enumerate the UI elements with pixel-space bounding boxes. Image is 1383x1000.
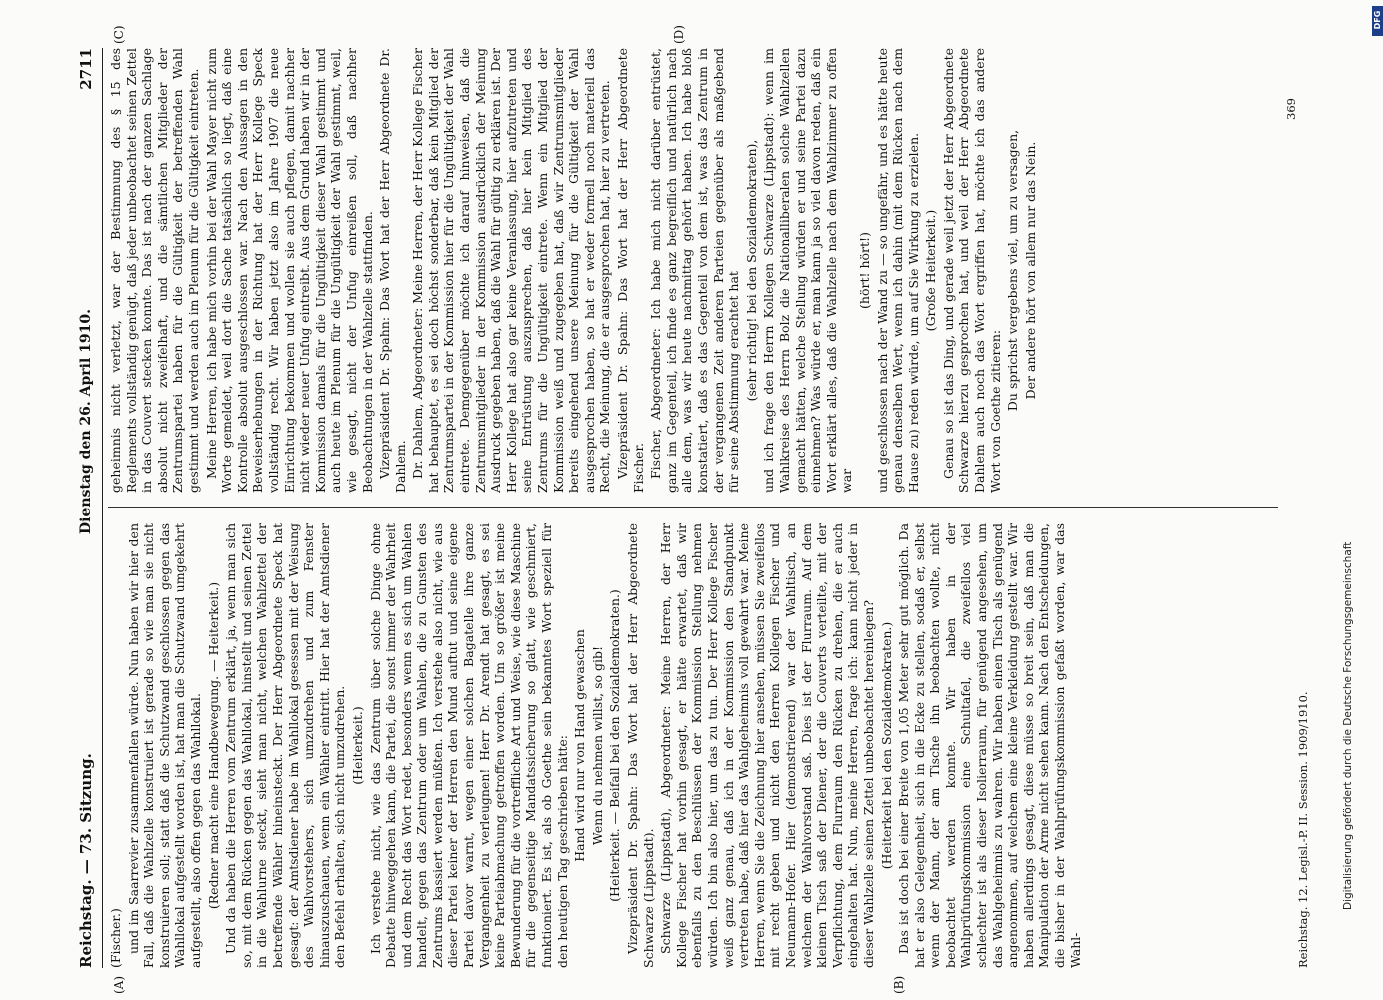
- paragraph: geheimnis nicht verletzt, war der Bestimmung des § 15 des Reglements vollständig genügt, daß jeder unbeobachtet seinen Zettel in das Couvert stecken konnte. Das ist nach der ganzen Sachlage absolut nicht zweifelhaft, und die sämtlichen Mitglieder der Zentrumspartei haben für die Gültigkeit der betreffenden Wahl gestimmt und werden auch im Plenum für die Gültigkeit eintreten.: [108, 48, 201, 493]
- margin-marker-d: (D): [672, 25, 686, 44]
- speaker-announcement: Vizepräsident Dr. Spahn: Das Wort hat der Herr Abgeordnete Schwarze (Lippstadt).: [625, 523, 656, 968]
- paragraph: (Fischer.): [108, 908, 123, 968]
- quote-line: Du sprichst vergebens viel, um zu versagen,: [1005, 129, 1021, 412]
- dfg-logo-badge: [1372, 6, 1383, 36]
- paragraph: und ich frage den Herrn Kollegen Schwarze (Lippstadt): wenn im Wahlkreise des Herrn Bolz die Nationalliberalen solche Wahlzellen gemacht hätten, welche Stellung würden er und seine Partei dazu einnehmen? Was würde er, man kann ja so viel davon reden, daß ein Wort erklärt alles, daß die Wahlzelle nach dem Wahlzimmer zu offen war: [761, 48, 855, 493]
- speaker-announcement: Vizepräsident Dr. Spahn: Das Wort hat der Herr Abgeordnete Dr. Dahlem.: [377, 48, 408, 493]
- quote-line: Wenn du nehmen willst, so gib!: [589, 645, 605, 846]
- digitization-credit-text: Digitalisierung gefördert durch die Deutsche Forschungsgemeinschaft: [1342, 541, 1354, 910]
- margin-marker-c: (C): [112, 25, 126, 44]
- digitization-credit: [1342, 40, 1362, 910]
- interjection: (sehr richtig! bei den Sozialdemokraten),: [743, 139, 759, 402]
- paragraph: Und da haben die Herren vom Zentrum erklärt, ja, wenn man sich so, mit dem Rücken gegen das Wahllokal, hinstellt und seinen Zettel in die Wahlurne steckt, sieht man nicht, welchen Wahlzettel der betreffende Wähler hineinsteckt. Der Herr Abgeordnete Speck hat gesagt: der Amtsdiener habe im Wahllokal gesessen mit der Weisung des Wahlvorstehers, sich umzudrehen und zum Fenster hinauszuschauen, wenn ein Wähler eintritt. Hier hat der Amtsdiener den Befehl erhalten, sich nicht umzudrehen.: [223, 523, 348, 968]
- paragraph: Fischer, Abgeordneter: Ich habe mich nicht darüber entrüstet, ganz im Gegenteil, ich finde es ganz begreiflich und natürlich nach alle dem, was wir heute nachmittag gehört haben. Ich habe bloß konstatiert, daß es das Gegenteil von dem ist, was das Zentrum in der vergangenen Zeit anderen Parteien gegenüber als maßgebend für seine Abstimmung erachtet hat: [648, 48, 742, 493]
- interjection: (Große Heiterkeit.): [923, 209, 939, 332]
- margin-marker-a: (A): [112, 975, 126, 994]
- paragraph: Genau so ist das Ding, und gerade weil jetzt der Herr Abgeordnete Schwarze hierzu gesprochen hat, und weil der Herr Abgeordnete Dahlem auch noch das Wort ergriffen hat, möchte ich das andere Wort von Goethe zitieren:: [940, 48, 1003, 493]
- column-divider: [108, 507, 1278, 508]
- paragraph: Meine Herren, ich habe mich vorhin bei der Wahl Mayer nicht zum Worte gemeldet, weil dort die Sache tatsächlich so liegt, daß eine Kontrolle absolut ausgeschlossen war. Nach den Aussagen in den Beweiserhebungen in der Richtung hat der Herr Kollege Speck vollständig recht. Wir haben jetzt also im Jahre 1907 die neue Einrichtung bekommen und wollen sie auch pflegen, damit nachher nicht wieder neuer Unfug eintreibt. Aus dem Grund haben wir in der Kommission damals für die Ungültigkeit dieser Wahl gestimmt und auch heute im Plenum für die Ungültigkeit der Wahl gestimmt, weil, wie gesagt, nicht der Unfug einreißen soll, daß nachher Beobachtungen in der Wahlzelle stattfinden.: [203, 48, 375, 493]
- dfg-logo-text: DFG: [1373, 10, 1382, 30]
- footer-legislature: Reichstag. 12. Legisl.-P. II. Session. 1909/1910.: [1296, 691, 1310, 968]
- left-column: [108, 523, 1288, 968]
- interjection: (Heiterkeit.): [349, 706, 365, 785]
- quote-line: Hand wird nur von Hand gewaschen: [572, 629, 588, 862]
- paragraph: und im Saarrevier zusammenfallen würde. Nun haben wir hier den Fall, daß die Wahlzelle konstruiert ist gerade so wie man sie nicht konstruieren soll; statt daß die Schutzwand geschlossen gegen das Wahllokal aufgestellt worden ist, hat man die Schutzwand umgekehrt aufgestellt, also offen gegen das Wahllokal.: [125, 523, 203, 968]
- interjection: (Heiterkeit. — Beifall bei den Sozialdemokraten.): [607, 589, 623, 902]
- header-rule: [102, 48, 103, 968]
- margin-marker-b: (B): [892, 975, 906, 994]
- interjection: (Redner macht eine Handbewegung. — Heiterkeit.): [205, 581, 221, 910]
- header-date: Dienstag den 26. April 1910.: [78, 308, 94, 534]
- paragraph: Schwarze (Lippstadt), Abgeordneter: Meine Herren, der Herr Kollege Fischer hat vorhin gesagt, er hätte erwartet, daß wir ebenfalls zu den Beschlüssen der Kommission Stellung nehmen würden. Ich bin also hier, um das zu tun. Der Herr Kollege Fischer weiß ganz genau, daß ich in der Kommission den Standpunkt vertreten habe, daß hier das Wahlgeheimnis voll gewahrt war. Meine Herren, wenn Sie die Zeichnung hier ansehen, müssen Sie zweifellos mit recht geben und nicht den Herren Kollegen Fischer und Neumann-Hofer. Hier (demonstrierend) war der Wahltisch, an welchem der Wahlvorstand saß. Dies ist der Flurraum. Auf dem kleinen Tisch saß der Diener, der die Couverts verteilte, mit der Verpflichtung, dem Flurraum den Rücken zu drehen, die er auch eingehalten hat. Nun, meine Herren, frage ich: kann nicht jeder in dieser Wahlzelle seinen Zettel unbeobachtet hereinlegen?: [658, 523, 876, 968]
- paragraph: Das ist doch bei einer Breite von 1,05 Meter sehr gut möglich. Da hat er also Gelegenheit, sich in die Ecke zu stellen, sodaß er, selbst wenn der Mann, der am Tische ihn beobachten wollte, nicht beobachtet werden konnte. Wir haben in der Wahlprüfungskommission eine Schultafel, die zweifellos viel schlechter ist als dieser Isolierraum, für genügend angesehen, um das Wahlgeheimnis zu wahren. Wir haben einen Tisch als genügend angenommen, auf welchem eine kleine Verkleidung gestellt war. Wir haben allerdings gesagt, diese müsse so breit sein, daß man die Manipulation der Arme nicht sehen kann. Nach den Entscheidungen, die bisher in der Wahlprüfungskommission gefaßt worden, war das Wahl-: [896, 523, 1083, 968]
- header-page-number: 2711: [77, 48, 95, 90]
- right-column: [108, 48, 1288, 493]
- rotated-newspaper-page: [72, 25, 1362, 994]
- header-session: Reichstag. — 73. Sitzung.: [77, 753, 95, 968]
- paragraph: Dr. Dahlem, Abgeordneter: Meine Herren, der Herr Kollege Fischer hat behauptet, es sei doch höchst sonderbar, daß kein Mitglied der Zentrumspartei in der Kommission hier für die Ungültigkeit der Wahl eintrete. Demgegenüber möchte ich darauf hinweisen, daß die Zentrumsmitglieder in der Kommission ausdrücklich der Meinung Ausdruck gegeben haben, daß die Wahl für gültig zu erklären ist. Der Herr Kollege hat also gar keine Veranlassung, hier aufzutreten und seine Entrüstung auszusprechen, daß hier kein Mitglied des Zentrums für die Ungültigkeit eintrete. Wenn ein Mitglied der Kommission weiß und zugegeben hat, daß wir Zentrumsmitglieder bereits eingehend unsere Meinung für die Gültigkeit der Wahl ausgesprochen haben, so hat er weder formell noch materiell das Recht, die Meinung, die er ausgesprochen hat, hier zu vertreten.: [410, 48, 613, 493]
- page-header: [72, 48, 100, 968]
- interjection: (hört! hört!): [856, 232, 872, 309]
- footer-sheet-number: 369: [1284, 98, 1298, 120]
- quote-line: Der andere hört von allem nur das Nein.: [1022, 141, 1038, 400]
- interjection: (Heiterkeit bei den Sozialdemokraten.): [878, 621, 894, 870]
- paragraph: Ich verstehe nicht, wie das Zentrum über solche Dinge ohne Debatte hinweggehen kann, die Partei, die sonst immer der Wahrheit und dem Recht das Wort redet, besonders wenn es sich um Wahlen handelt, gegen das Zentrum oder um Wahlen, die zu Gunsten des Zentrums kassiert werden müßten. Ich verstehe also nicht, wie aus dieser Partei keiner der Herren den Mund auftut und seine eigene Partei davor warnt, wegen einer solchen Bagatelle ihre ganze Vergangenheit zu verleugnen! Herr Dr. Arendt hat gesagt, es sei keine Parteiabmachung getroffen worden. Um so größer ist meine Bewunderung für die vortreffliche Art und Weise, wie diese Maschine für die gegenseitige Mandatssicherung so glatt, wie geschmiert, funktioniert. Es ist, als ob Goethe sein bekanntes Wort speziell für den heutigen Tag geschrieben hätte:: [367, 523, 570, 968]
- paragraph: und geschlossen nach der Wand zu — so ungefähr, und es hätte heute genau denselben Wert, wenn ich dahin (mit dem Rücken nach dem Hause zu) reden würde, um auf Sie Wirkung zu erzielen.: [874, 48, 921, 493]
- speaker-announcement: Vizepräsident Dr. Spahn: Das Wort hat der Herr Abgeordnete Fischer.: [615, 48, 646, 493]
